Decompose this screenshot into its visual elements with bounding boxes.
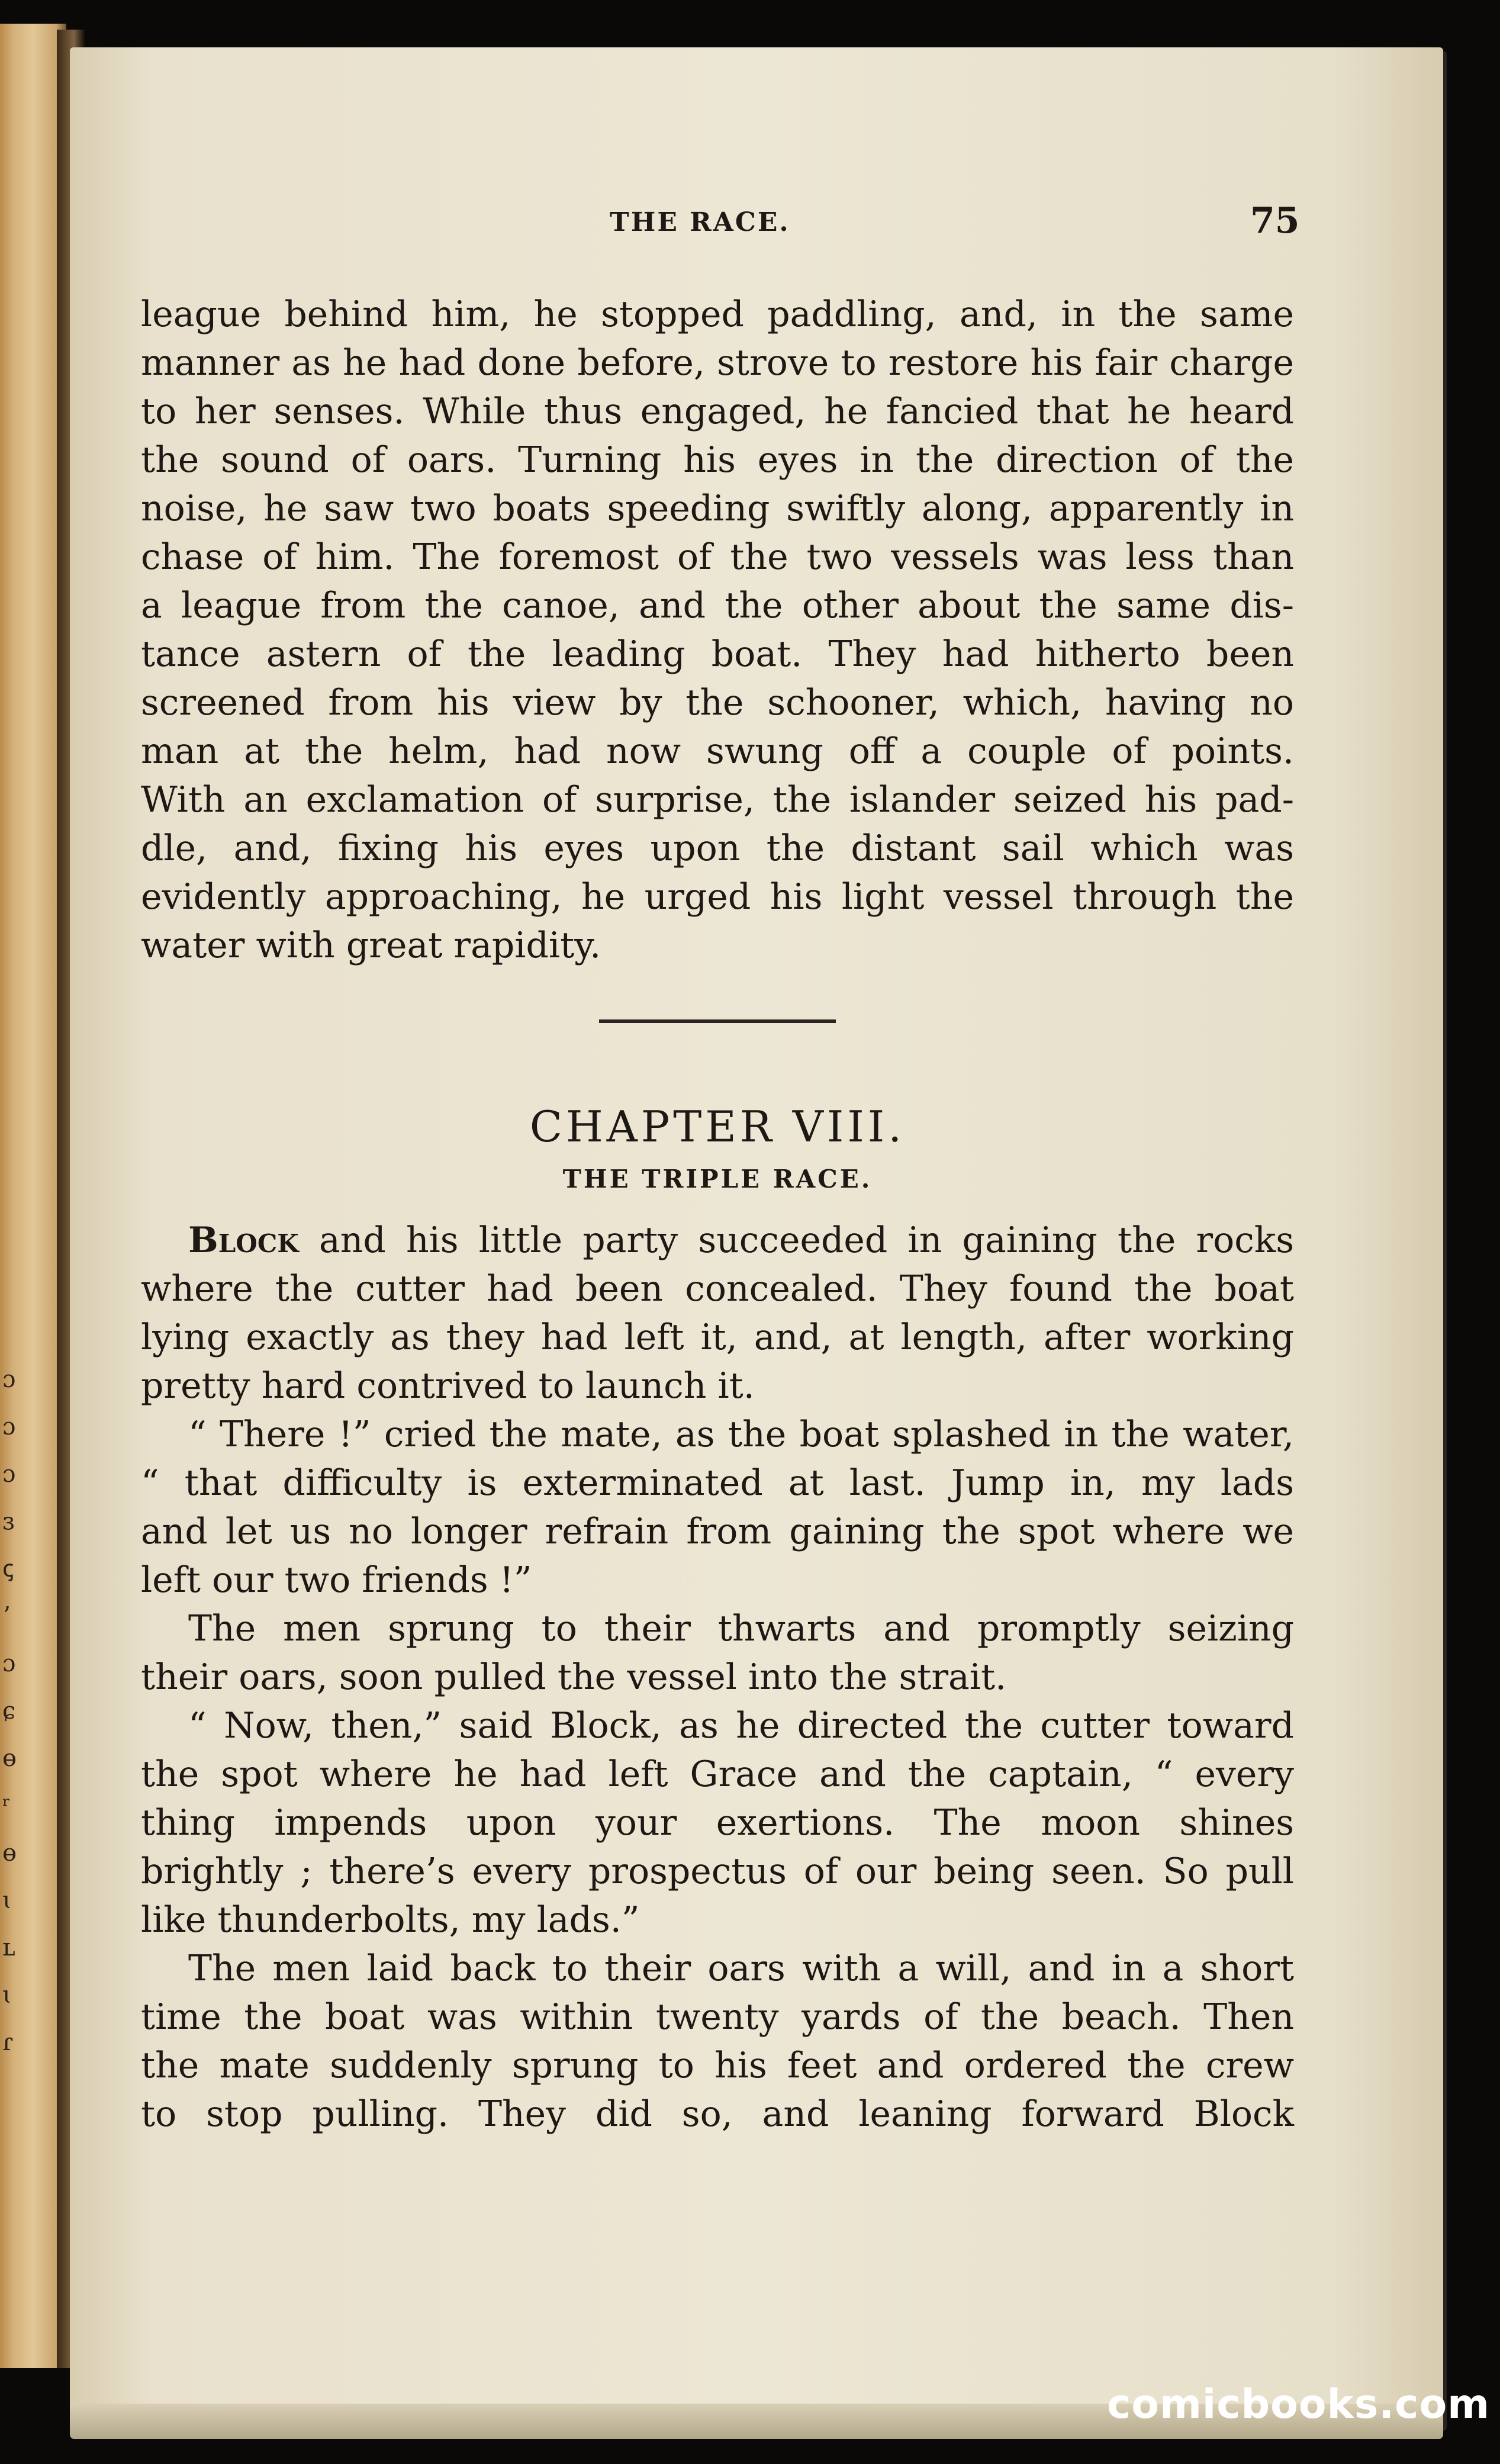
text-line: thing impends upon your exertions. The moon shines — [141, 1802, 1294, 1844]
fragment: ꞔ — [2, 1555, 14, 1582]
text-line: like thunderbolts, my lads.” — [141, 1899, 640, 1941]
text-line: noise, he saw two boats speeding swiftly along, apparently in — [141, 488, 1294, 529]
text-line: water with great rapidity. — [141, 925, 601, 966]
text-line: league behind him, he stopped paddling, and, in the same — [141, 294, 1294, 335]
fragment: ɩ — [2, 1982, 12, 2009]
fragment: ʼ — [2, 1603, 10, 1630]
previous-page-text-fragments — [2, 1356, 21, 2066]
fragment: ɔ — [2, 1413, 16, 1440]
text-line: man at the helm, had now swung off a couple of points. — [141, 731, 1294, 772]
text-line: manner as he had done before, strove to restore his fair charge — [141, 342, 1294, 384]
chapter-subtitle: THE TRIPLE RACE. — [562, 1165, 873, 1194]
running-head-title: THE RACE. — [610, 207, 790, 237]
fragment: ɜ — [2, 1508, 15, 1535]
text-line: chase of him. The foremost of the two vessels was less than — [141, 536, 1294, 578]
text-line: evidently approaching, he urged his light vessel through the — [141, 876, 1294, 918]
fragment: ɔ — [2, 1366, 16, 1393]
text-line: The men laid back to their oars with a will, and in a short — [188, 1948, 1294, 1989]
fragment: ɔ — [2, 1461, 16, 1488]
watermark: comicbooks.com — [1107, 2381, 1491, 2428]
fragment: ɵ — [2, 1839, 17, 1867]
text-line-rest: and his little party succeeded in gaining the rocks — [298, 1220, 1294, 1261]
text-line: screened from his view by the schooner, which, having no — [141, 682, 1294, 723]
fragment: ɕ — [2, 1697, 16, 1725]
text-line: With an exclamation of surprise, the islander seized his pad- — [141, 779, 1294, 821]
page-text — [141, 290, 1294, 2138]
text-line: their oars, soon pulled the vessel into the strait. — [141, 1656, 1007, 1698]
chapter-heading: CHAPTER VIII. — [529, 1102, 906, 1151]
text-line: time the boat was within twenty yards of the beach. Then — [141, 1996, 1294, 2038]
section-divider-rule — [599, 1019, 836, 1023]
text-line: the mate suddenly sprung to his feet and ordered the crew — [141, 2045, 1294, 2086]
text-line: and let us no longer refrain from gaining the spot where we — [141, 1511, 1294, 1552]
text-line: “ Now, then,” said Block, as he directed the cutter toward — [188, 1705, 1294, 1746]
page-number: 75 — [1250, 200, 1300, 242]
text-line: the sound of oars. Turning his eyes in the direction of the — [141, 439, 1294, 481]
text-line: to her senses. While thus engaged, he fancied that he heard — [141, 391, 1294, 432]
fragment: ɩ — [2, 1887, 12, 1914]
fragment: ɵ — [2, 1745, 17, 1772]
text-line: The men sprung to their thwarts and promptly seizing — [188, 1608, 1294, 1649]
text-line: lying exactly as they had left it, and, at length, after working — [141, 1317, 1294, 1358]
text-line: pretty hard contrived to launch it. — [141, 1365, 755, 1407]
fragment: ɔ — [2, 1650, 16, 1677]
text-line: a league from the canoe, and the other about the same dis- — [141, 585, 1294, 626]
fragment: ʟ — [2, 1934, 15, 1961]
text-line: “ There !” cried the mate, as the boat splashed in the water, — [188, 1414, 1294, 1455]
fragment: ʳ — [2, 1792, 11, 1819]
text-line: left our two friends !” — [141, 1559, 532, 1601]
text-line: tance astern of the leading boat. They had hitherto been — [141, 633, 1294, 675]
text-line — [141, 1216, 1294, 1265]
text-line: to stop pulling. They did so, and leaning forward Block — [141, 2093, 1294, 2135]
drop-word: Block — [188, 1220, 299, 1261]
text-line: dle, and, fixing his eyes upon the distant sail which was — [141, 828, 1294, 869]
text-line: where the cutter had been concealed. They found the boat — [141, 1268, 1294, 1310]
text-line: “ that difficulty is exterminated at last. Jump in, my lads — [141, 1462, 1294, 1504]
text-line: brightly ; there’s every prospectus of our being seen. So pull — [141, 1851, 1294, 1892]
fragment: ɾ — [2, 2029, 14, 2056]
text-line: the spot where he had left Grace and the captain, “ every — [141, 1754, 1294, 1795]
